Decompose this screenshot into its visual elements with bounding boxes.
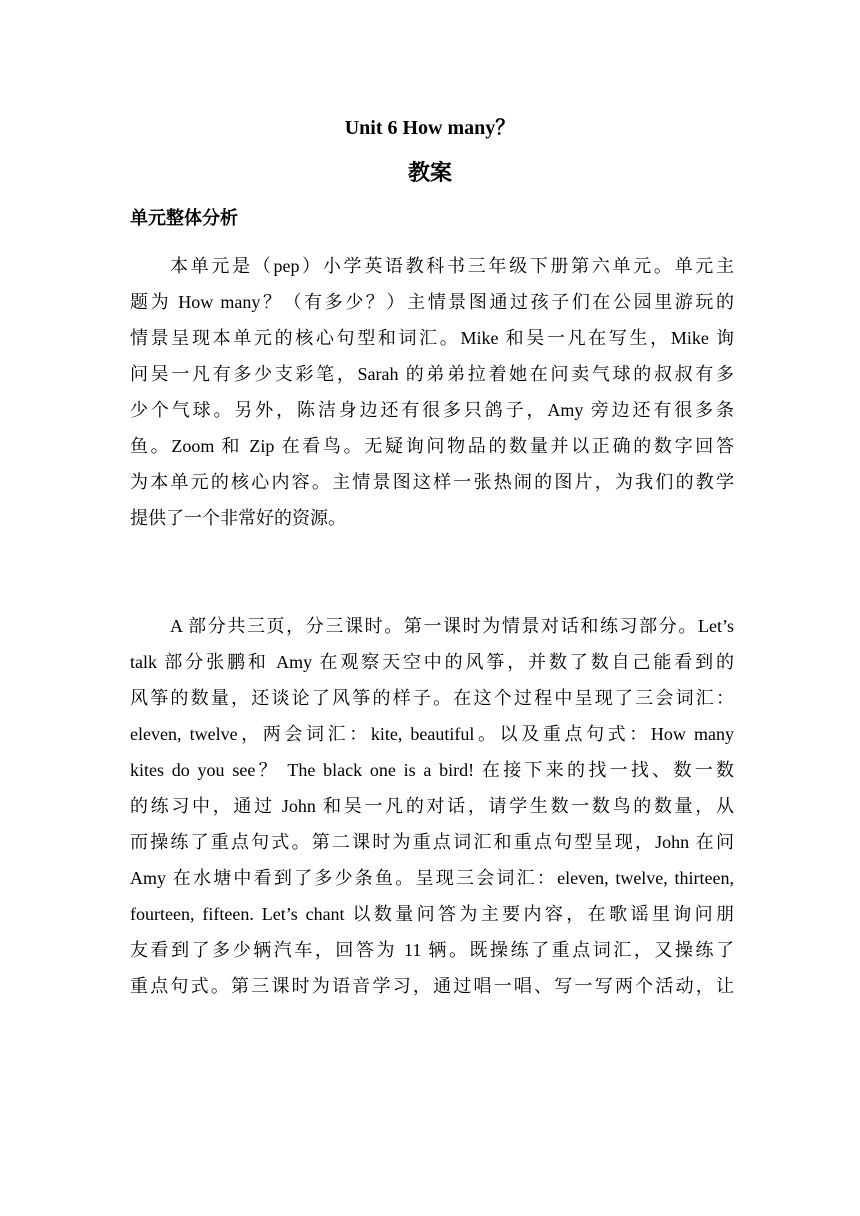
- paragraph-line: 问吴一凡有多少支彩笔，Sarah 的弟弟拉着她在问卖气球的叔叔有多: [130, 364, 734, 384]
- document-title: Unit 6 How many？: [344, 117, 516, 139]
- paragraph-line: 友看到了多少辆汽车，回答为 11 辆。既操练了重点词汇，又操练了: [130, 940, 734, 960]
- paragraph-line: 的练习中，通过 John 和吴一凡的对话，请学生数一数鸟的数量，从: [130, 796, 734, 816]
- paragraph-line: 风筝的数量，还谈论了风筝的样子。在这个过程中呈现了三会词汇：: [130, 688, 734, 708]
- paragraph-2: [130, 608, 734, 1004]
- paragraph-line: 少个气球。另外，陈洁身边还有很多只鸽子，Amy 旁边还有很多条: [130, 400, 734, 420]
- paragraph-line: 情景呈现本单元的核心句型和词汇。Mike 和吴一凡在写生，Mike 询: [130, 328, 734, 348]
- paragraph-line: 本单元是（pep）小学英语教科书三年级下册第六单元。单元主: [170, 256, 734, 276]
- paragraph-line: 为本单元的核心内容。主情景图这样一张热闹的图片，为我们的教学: [130, 472, 734, 492]
- document-subtitle: 教案: [407, 160, 452, 185]
- paragraph-line: talk 部分张鹏和 Amy 在观察天空中的风筝，并数了数自己能看到的: [130, 652, 734, 672]
- paragraph-line: A 部分共三页，分三课时。第一课时为情景对话和练习部分。Let’s: [170, 616, 734, 636]
- paragraph-line: kites do you see？ The black one is a bird! 在接下来的找一找、数一数: [130, 760, 734, 780]
- paragraph-line: 鱼。Zoom 和 Zip 在看鸟。无疑询问物品的数量并以正确的数字回答: [130, 436, 734, 456]
- paragraph-1: [130, 248, 734, 536]
- paragraph-line: eleven, twelve，两会词汇：kite, beautiful。以及重点句式：How many: [130, 724, 734, 744]
- paragraph-line: fourteen, fifteen. Let’s chant 以数量问答为主要内容，在歌谣里询问朋: [130, 904, 734, 924]
- paragraph-line: Amy 在水塘中看到了多少条鱼。呈现三会词汇：eleven, twelve, thirteen,: [130, 868, 734, 888]
- paragraph-line: 重点句式。第三课时为语音学习，通过唱一唱、写一写两个活动，让: [130, 976, 734, 996]
- paragraph-line: 而操练了重点句式。第二课时为重点词汇和重点句型呈现，John 在问: [130, 832, 734, 852]
- paragraph-line: 题为 How many？（有多少？）主情景图通过孩子们在公园里游玩的: [130, 292, 734, 312]
- paragraph-line: 提供了一个非常好的资源。: [130, 508, 346, 528]
- section-heading: 单元整体分析: [130, 208, 238, 228]
